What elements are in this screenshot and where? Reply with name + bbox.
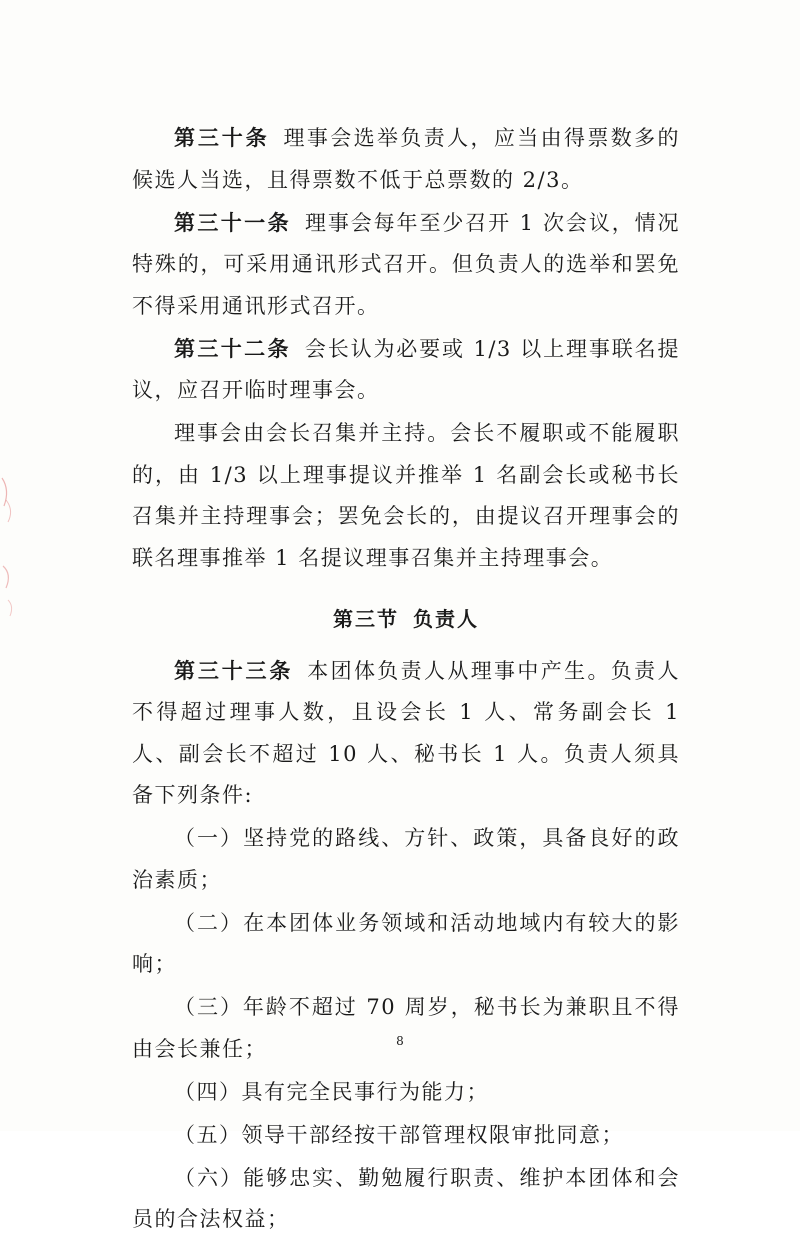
condition-item: （六）能够忠实、勤勉履行职责、维护本团体和会员的合法权益； [132, 1165, 680, 1231]
article-number: 第三十二条 [174, 336, 291, 361]
condition-item: （五）领导干部经按干部管理权限审批同意； [174, 1122, 624, 1147]
article-text: 会长认为必要或 1/3 以上理事联名提议，应召开临时理事会。 [132, 336, 680, 402]
article-text: 理事会选举负责人，应当由得票数多的候选人当选，且得票数不低于总票数的 2/3。 [132, 126, 680, 192]
article-30 [132, 118, 680, 201]
article-number: 第三十三条 [174, 658, 294, 683]
document-body [132, 118, 680, 1241]
page-number: 8 [396, 1034, 404, 1048]
article-number: 第三十一条 [174, 210, 291, 235]
article-number: 第三十条 [174, 126, 270, 150]
article-32-paragraph-2 [132, 413, 680, 579]
condition-item: （二）在本团体业务领域和活动地域内有较大的影响； [132, 910, 680, 976]
seal-edge-icon [0, 470, 22, 620]
article-text: 本团体负责人从理事中产生。负责人不得超过理事人数，且设会长 1 人、常务副会长 1 人、副会长不超过 10 人、秘书长 1 人。负责人须具备下列条件: [132, 658, 680, 807]
article-text: 理事会每年至少召开 1 次会议，情况特殊的，可采用通讯形式召开。但负责人的选举和罢免不得采用通讯形式召开。 [132, 210, 681, 318]
article-33 [132, 651, 680, 817]
condition-item: （一）坚持党的路线、方针、政策，具备良好的政治素质； [132, 826, 680, 892]
condition-item: （三）年龄不超过 70 周岁，秘书长为兼职且不得由会长兼任； [132, 995, 680, 1061]
section-heading [132, 599, 680, 641]
condition-item: （四）具有完全民事行为能力； [174, 1079, 489, 1104]
section-number: 第三节 [333, 607, 399, 631]
section-title: 负责人 [413, 607, 479, 631]
paragraph-text: 理事会由会长召集并主持。会长不履职或不能履职的，由 1/3 以上理事提议并推举 1 名副会长或秘书长召集并主持理事会；罢免会长的，由提议召开理事会的联名理事推举 1 名提议理事召集并主持理事会。 [132, 421, 680, 570]
article-32 [132, 329, 680, 412]
article-31 [132, 203, 680, 328]
